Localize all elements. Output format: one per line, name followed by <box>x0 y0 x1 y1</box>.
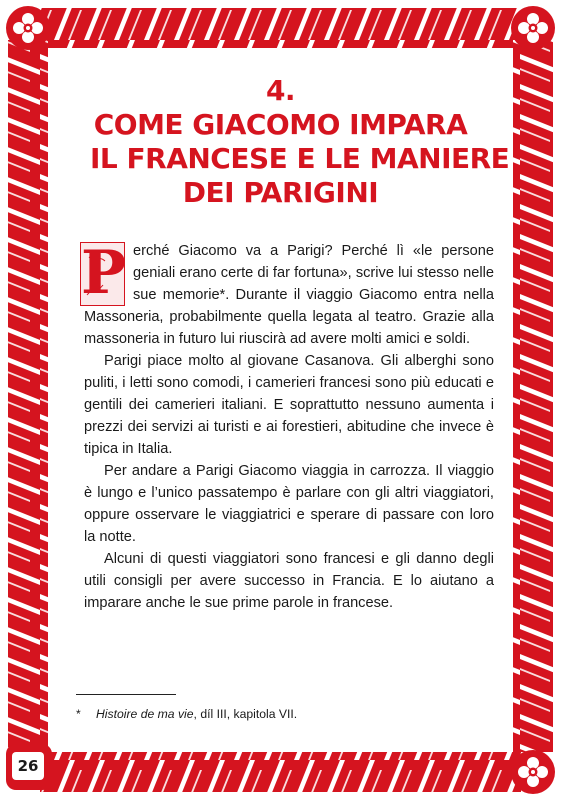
paragraph <box>81 238 494 350</box>
paragraph: Alcuni di questi viaggiatori sono francesi e gli danno degli utili consigli per avere successo in Francia. E lo aiutano a imparare anche le sue prime parole in francese. <box>84 551 494 611</box>
footnote-divider <box>76 694 176 695</box>
footnote-text: , díl III, kapitola VII. <box>193 707 298 721</box>
page-number: 26 <box>17 757 39 775</box>
drop-cap: P <box>81 238 127 308</box>
body-text <box>81 238 494 614</box>
paragraph: Parigi piace molto al giovane Casanova. Gli alberghi sono puliti, i letti sono comodi, i camerieri francesi sono più educati e gentili dei camerieri italiani. E soprattutto nessuno aumenta i prezzi dei servizi ai turisti e ai forestieri, abitudine che invece è tipica in Italia. <box>84 353 494 457</box>
footnote <box>76 706 486 722</box>
chapter-title-line: DEI PARIGINI <box>182 176 379 209</box>
paragraph: Per andare a Parigi Giacomo viaggia in carrozza. Il viaggio è lungo e l’unico passatempo è parlare con gli altri viaggiatori, oppure osservare le viaggiatrici e sperare di passare con loro la notte. <box>84 463 494 545</box>
footnote-marker: * <box>76 707 81 721</box>
paragraph-text: erché Giacomo va a Parigi? Perché lì «le persone geniali erano certe di far fortuna», scrive lui stesso nelle sue memorie*. Durante il viaggio Giacomo entra nella Massoneria, probabilmente quella legata al teatro. Grazie alla massoneria in futuro lui riuscirà ad avere molti amici e soldi. <box>84 243 494 347</box>
chapter-title-line: IL FRANCESE E LE MANIERE <box>90 142 510 175</box>
chapter-title-line: COME GIACOMO IMPARA <box>93 108 468 141</box>
chapter-title <box>90 74 510 210</box>
footnote-title: Histoire de ma vie <box>96 707 194 721</box>
chapter-number: 4. <box>265 74 296 107</box>
